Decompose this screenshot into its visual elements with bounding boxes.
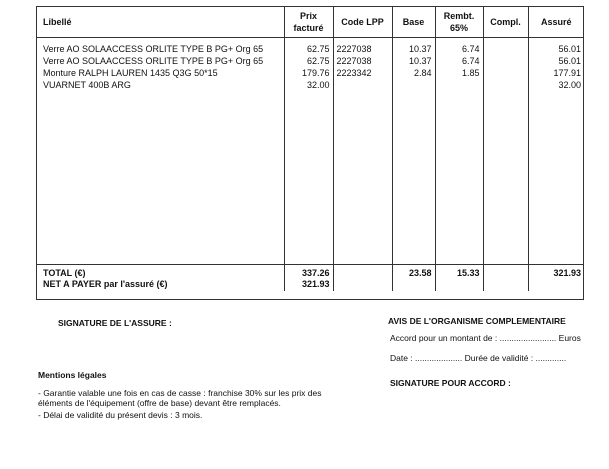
cell-assure: 177.91 (528, 67, 584, 79)
mention-item: - Délai de validité du présent devis : 3 mois. (38, 410, 203, 420)
table-row (36, 79, 584, 91)
mentions-legales (38, 370, 338, 422)
table-filler (36, 91, 584, 265)
header-rembt: Rembt. 65% (435, 6, 483, 38)
cell-code: 2227038 (333, 55, 392, 67)
net-prix: 321.93 (284, 278, 333, 291)
cell-prix: 62.75 (284, 38, 333, 56)
avis-organisme (388, 316, 581, 373)
cell-libelle: Monture RALPH LAUREN 1435 Q3G 50*15 (43, 68, 218, 78)
cell-code (333, 79, 392, 91)
signature-accord: SIGNATURE POUR ACCORD : (390, 378, 511, 388)
cell-assure: 32.00 (528, 79, 584, 91)
avis-accord: Accord pour un montant de : ........................ Euros (390, 333, 581, 343)
header-compl: Compl. (483, 6, 528, 38)
devis-table (36, 6, 584, 291)
cell-assure: 56.01 (528, 38, 584, 56)
cell-base (392, 79, 435, 91)
net-label: NET A PAYER par l'assuré (€) (43, 278, 168, 289)
cell-base: 10.37 (392, 55, 435, 67)
avis-date: Date : .................... Durée de validité : ............. (390, 353, 567, 363)
cell-base: 2.84 (392, 67, 435, 79)
cell-assure: 56.01 (528, 55, 584, 67)
cell-rembt: 6.74 (435, 38, 483, 56)
cell-prix: 62.75 (284, 55, 333, 67)
cell-rembt (435, 79, 483, 91)
signature-assure: SIGNATURE DE L'ASSURE : (58, 318, 172, 328)
cell-compl (483, 38, 528, 56)
cell-libelle: Verre AO SOLAACCESS ORLITE TYPE B PG+ Org 65 (43, 44, 264, 54)
total-prix: 337.26 (284, 265, 333, 279)
cell-code: 2223342 (333, 67, 392, 79)
cell-base: 10.37 (392, 38, 435, 56)
cell-compl (483, 55, 528, 67)
avis-title: AVIS DE L'ORGANISME COMPLEMENTAIRE (388, 316, 566, 326)
table-row (36, 38, 584, 56)
cell-rembt: 6.74 (435, 55, 483, 67)
cell-libelle: Verre AO SOLAACCESS ORLITE TYPE B PG+ Org 65 (43, 56, 264, 66)
cell-libelle: VUARNET 400B ARG (43, 80, 131, 90)
cell-rembt: 1.85 (435, 67, 483, 79)
total-rembt: 15.33 (435, 265, 483, 279)
header-libelle: Libellé (36, 6, 284, 38)
cell-compl (483, 67, 528, 79)
mentions-title: Mentions légales (38, 370, 107, 380)
header-code: Code LPP (333, 6, 392, 38)
total-base: 23.58 (392, 265, 435, 279)
total-row (36, 265, 584, 279)
table-header (36, 6, 584, 38)
net-row (36, 278, 584, 291)
table-row (36, 67, 584, 79)
table-row (36, 55, 584, 67)
header-base: Base (392, 6, 435, 38)
total-assure: 321.93 (528, 265, 584, 279)
cell-compl (483, 79, 528, 91)
total-label: TOTAL (€) (36, 265, 284, 279)
header-prix: Prix facturé (284, 6, 333, 38)
cell-code: 2227038 (333, 38, 392, 56)
header-assure: Assuré (528, 6, 584, 38)
mention-item: - Garantie valable une fois en cas de casse : franchise 30% sur les prix des éléments de l'équipement (offre de base) devant être remplacés. (38, 388, 322, 408)
cell-prix: 32.00 (284, 79, 333, 91)
cell-prix: 179.76 (284, 67, 333, 79)
